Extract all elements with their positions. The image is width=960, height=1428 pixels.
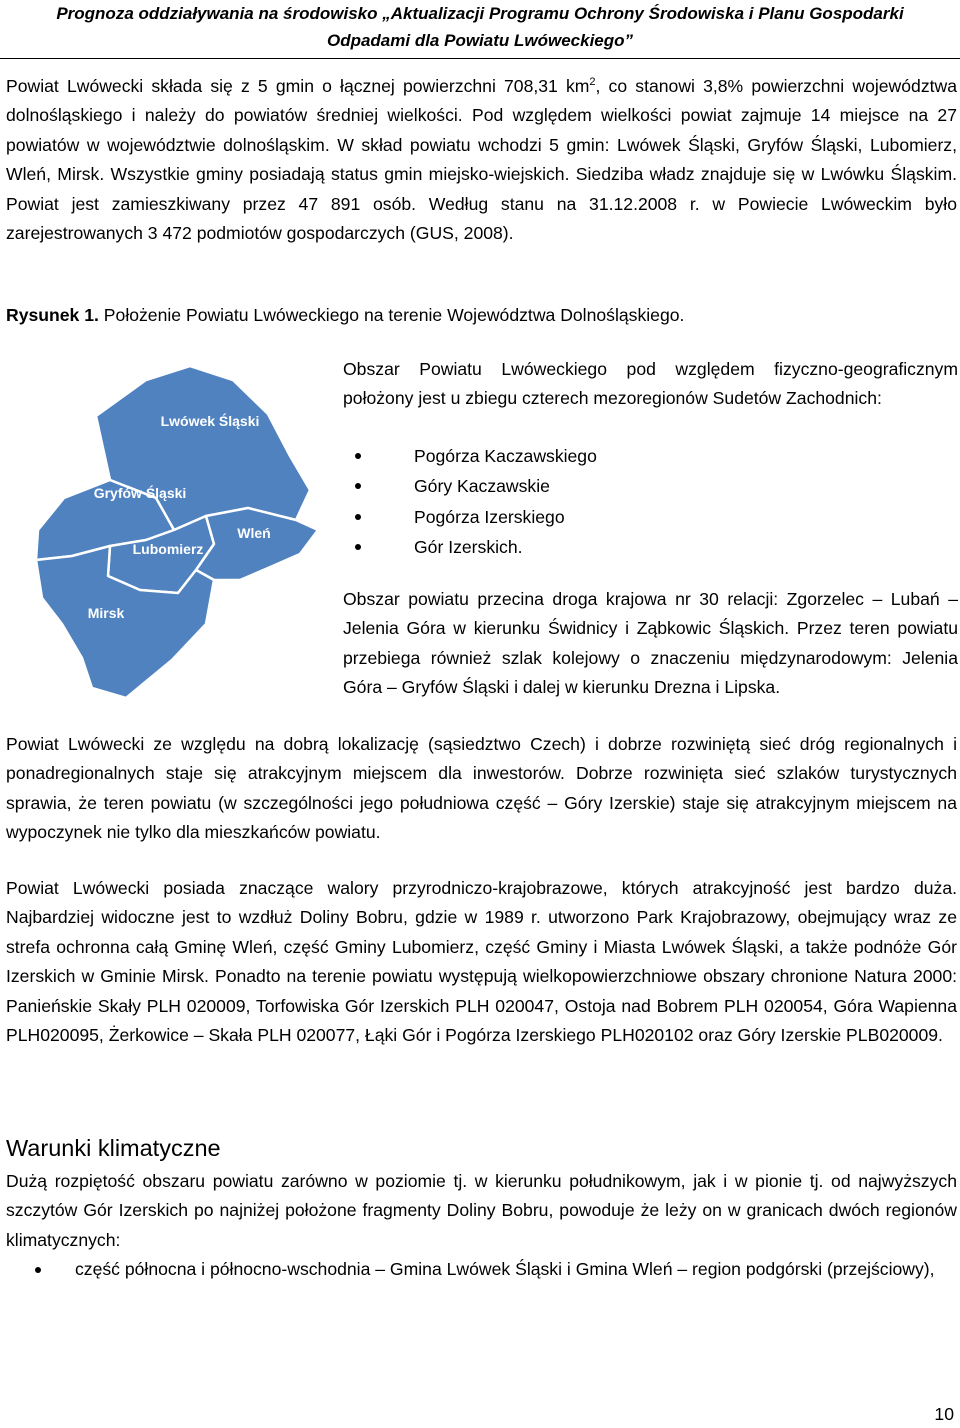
physio-intro: Obszar Powiatu Lwóweckiego pod względem fizyczno-geograficznym położony jest u zbiegu czterech mezoregionów Sudetów Zachodnich: (343, 359, 958, 409)
county-map (28, 358, 336, 710)
document-header (0, 0, 960, 54)
list-item (343, 471, 597, 501)
list-item (6, 1255, 957, 1285)
location-paragraph: Powiat Lwówecki ze względu na dobrą lokalizację (sąsiedztwo Czech) i dobrze rozwiniętą sieć dróg regionalnych i ponadregionalnych staje się atrakcyjnym miejscem dla inwestorów. Dobrze rozwinięta sieć szlaków turystycznych sprawia, że teren powiatu (w szczególności jego południowa część – Góry Izerskie) staje się atrakcyjnym miejscem na wypoczynek nie tylko dla mieszkańców powiatu. (6, 734, 957, 843)
climate-list (6, 1255, 957, 1285)
list-item-text: Pogórza Izerskiego (414, 506, 565, 527)
map-label-mirsk: Mirsk (87, 605, 125, 621)
superscript: 2 (589, 76, 596, 89)
bullet-icon (35, 1267, 41, 1273)
bullet-icon (355, 544, 361, 550)
bullet-icon (355, 453, 361, 459)
intro-text-start: Powiat Lwówecki składa się z 5 gmin o łącznej powierzchni 708,31 km (6, 76, 590, 96)
intro-paragraph (6, 72, 957, 248)
figure-label: Rysunek 1. (6, 305, 99, 325)
list-item (343, 502, 597, 532)
map-label-lwowek: Lwówek Śląski (160, 413, 260, 429)
mesoregion-list (343, 441, 597, 562)
intro-text-end: , co stanowi 3,8% powierzchni województwa dolnośląskiego i należy do powiatów średniej wielkości. Pod względem wielkości powiat zajmuje 14 miejsce na 27 powiatów w województwie dolnośląskim. W skład powiatu wchodzi 5 gmin: Lwówek Śląski, Gryfów Śląski, Lubomierz, Wleń, Mirsk. Wszystkie gminy posiadają status gmin miejsko-wiejskich. Siedziba władz znajduje się w Lwówku Śląskim. Powiat jest zamieszkiwany przez 47 891 osób. Według stanu na 31.12.2008 r. w Powiecie Lwóweckim było zarejestrowanych 3 472 podmiotów gospodarczych (GUS, 2008). (6, 76, 957, 244)
region-wlen (196, 508, 318, 580)
header-divider (0, 58, 960, 59)
section-heading: Warunki klimatyczne (6, 1135, 221, 1161)
map-label-lubomierz: Lubomierz (132, 541, 204, 557)
list-item-text: Gór Izerskich. (414, 536, 523, 557)
figure-caption (6, 301, 957, 330)
header-line-2: Odpadami dla Powiatu Lwóweckiego” (326, 31, 634, 50)
nature-paragraph: Powiat Lwówecki posiada znaczące walory przyrodniczo-krajobrazowe, których atrakcyjność jest bardzo duża. Najbardziej widoczne jest to wzdłuż Doliny Bobru, gdzie w 1989 r. utworzono Park Krajobrazowy, obejmujący wraz ze strefa ochronna całą Gminę Wleń, część Gminy Lubomierz, część Gminy i Miasta Lwówek Śląski, a także podnóże Gór Izerskich w Gminie Mirsk. Ponadto na terenie powiatu występują wielkopowierzchniowe obszary chronione Natura 2000: Panieńskie Skały PLH 020009, Torfowiska Gór Izerskich PLH 020047, Ostoja nad Bobrem PLH 020054, Góra Wapienna PLH020095, Żerkowice – Skała PLH 020077, Łąki Gór i Pogórza Izerskiego PLH020102 oraz Góry Izerskie PLB020009. (6, 878, 957, 1046)
bullet-icon (355, 514, 361, 520)
climate-paragraph: Dużą rozpiętość obszaru powiatu zarówno w poziomie tj. w kierunku południkowym, jak i w pionie tj. od najwyższych szczytów Gór Izerskich po najniżej położone fragmenty Doliny Bobru, powoduje że leży on w granicach dwóch regionów klimatycznych: (6, 1171, 957, 1250)
roads-paragraph: Obszar powiatu przecina droga krajowa nr 30 relacji: Zgorzelec – Lubań – Jelenia Góra w kierunku Świdnicy i Ząbkowic Śląskich. Przez teren powiatu przebiega również szlak kolejowy o znaczeniu międzynarodowym: Jelenia Góra – Gryfów Śląski i dalej w kierunku Drezna i Lipska. (343, 589, 958, 698)
header-line-1: Prognoza oddziaływania na środowisko „Aktualizacji Programu Ochrony Środowiska i Planu Gospodarki (56, 4, 904, 23)
map-label-wlen: Wleń (237, 525, 271, 541)
page-number: 10 (934, 1404, 954, 1424)
bullet-icon (355, 483, 361, 489)
list-item-text: Góry Kaczawskie (414, 476, 550, 497)
figure-caption-text: Położenie Powiatu Lwóweckiego na terenie Województwa Dolnośląskiego. (98, 305, 685, 325)
list-item-text: Pogórza Kaczawskiego (414, 446, 597, 466)
list-item (343, 532, 597, 562)
list-item-text: część północna i północno-wschodnia – Gmina Lwówek Śląski i Gmina Wleń – region podgórski (przejściowy), (75, 1259, 935, 1279)
map-label-gryfow: Gryfów Śląski (93, 485, 187, 501)
list-item (343, 441, 597, 471)
